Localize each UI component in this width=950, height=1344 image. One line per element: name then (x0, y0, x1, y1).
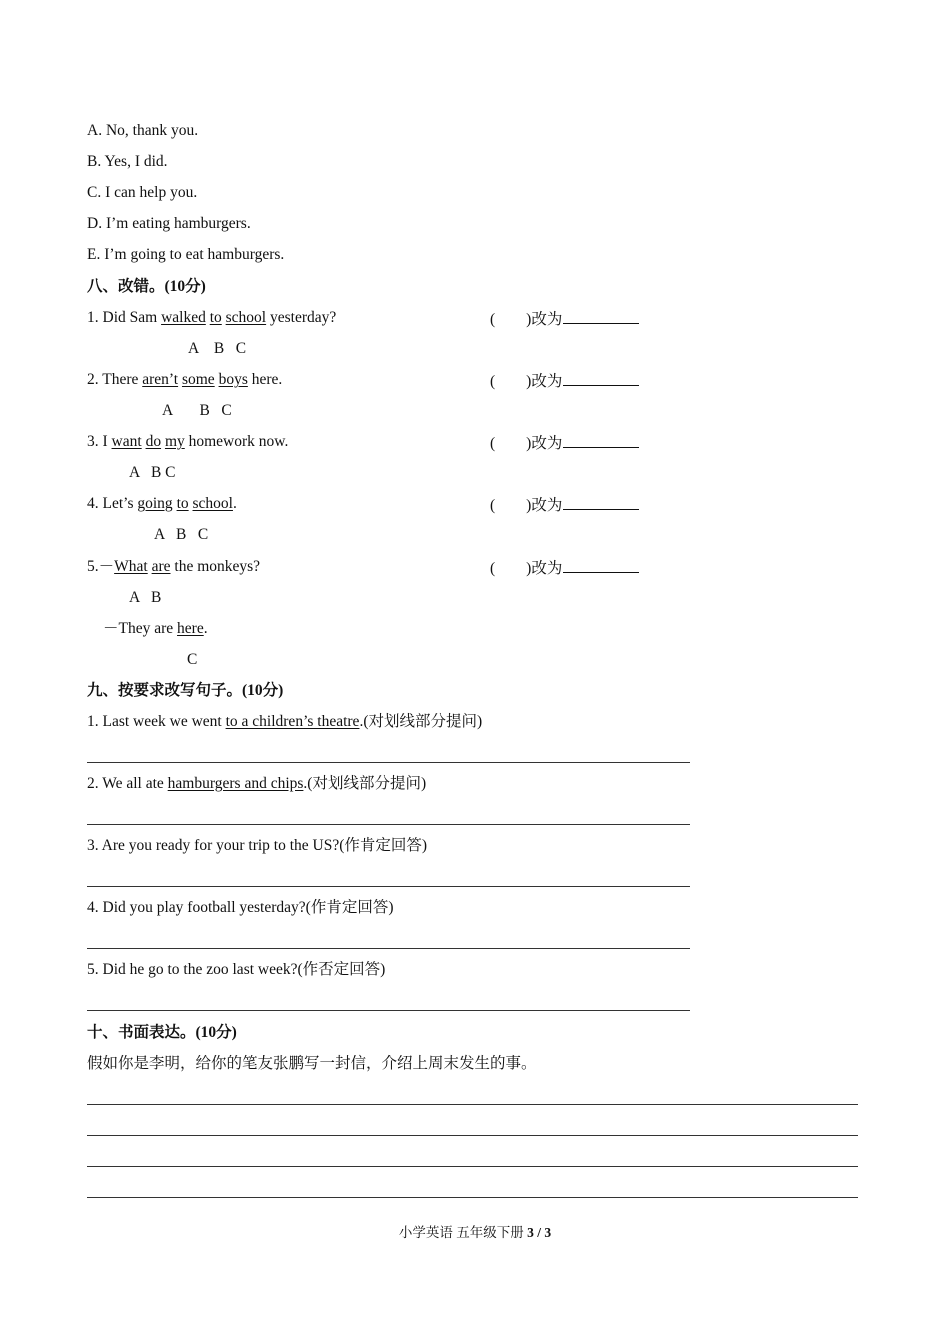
option-c-word: school (225, 309, 267, 326)
s9-question-3: 3. Are you ready for your trip to the US?(作肯定回答) (87, 837, 428, 854)
writing-line-4[interactable] (87, 1197, 858, 1198)
option-c-word: boys (218, 371, 248, 388)
q-text: . (203, 620, 208, 637)
option-a-word: aren’t (142, 371, 179, 388)
s8-answer-1[interactable] (490, 308, 639, 330)
q-text: yesterday? (266, 309, 337, 326)
s9-question-1 (87, 712, 482, 732)
option-b-word: are (151, 558, 171, 575)
q-text: here. (247, 371, 283, 388)
answer-blank[interactable] (563, 557, 639, 573)
s8-question-3 (87, 432, 288, 452)
q-text: －They are (103, 620, 178, 637)
option-b-word: do (145, 433, 162, 450)
s8-question-1 (87, 308, 336, 328)
s8-answer-4[interactable] (490, 494, 639, 516)
paren-label: ( )改为 (490, 435, 563, 452)
option-b-word: to (176, 495, 189, 512)
option-e: E. I’m going to eat hamburgers. (87, 246, 285, 263)
answer-blank[interactable] (563, 308, 639, 324)
q-text: .(对划线部分提问) (359, 713, 483, 730)
answer-blank[interactable] (563, 494, 639, 510)
writing-line-2[interactable] (87, 1135, 858, 1136)
s9-question-2 (87, 774, 426, 794)
option-a-word: going (137, 495, 173, 512)
s9-question-4: 4. Did you play football yesterday?(作肯定回答) (87, 899, 394, 916)
option-c-word: my (164, 433, 185, 450)
s8-question-2 (87, 370, 282, 390)
paren-label: ( )改为 (490, 560, 563, 577)
option-a-word: What (114, 558, 148, 575)
paren-label: ( )改为 (490, 311, 563, 328)
q-text: .(对划线部分提问) (303, 775, 427, 792)
option-c-word: here (177, 620, 204, 637)
q-text: the monkeys? (170, 558, 261, 575)
q-text: 2. There (87, 371, 143, 388)
q-text: homework now. (184, 433, 289, 450)
s8-answer-3[interactable] (490, 432, 639, 454)
option-b: B. Yes, I did. (87, 153, 168, 170)
page-number: 3 / 3 (527, 1225, 552, 1240)
s9-question-5: 5. Did he go to the zoo last week?(作否定回答) (87, 961, 386, 978)
page-footer (0, 1224, 950, 1242)
footer-text: 小学英语 五年级下册 (398, 1225, 528, 1240)
writing-line-1[interactable] (87, 1104, 858, 1105)
s8-letters-5: A B (129, 589, 162, 606)
option-a-word: want (111, 433, 142, 450)
writing-line-3[interactable] (87, 1166, 858, 1167)
option-d: D. I’m eating hamburgers. (87, 215, 251, 232)
s8-question-5-reply (103, 619, 208, 639)
paren-label: ( )改为 (490, 497, 563, 514)
s8-letters-2: A B C (162, 402, 232, 419)
option-c-word: school (192, 495, 233, 512)
paren-label: ( )改为 (490, 373, 563, 390)
s9-answer-line-1[interactable] (87, 762, 690, 763)
answer-blank[interactable] (563, 432, 639, 448)
section-8-heading: 八、改错。(10分) (87, 278, 206, 295)
s8-answer-2[interactable] (490, 370, 639, 392)
option-b-word: some (181, 371, 215, 388)
s9-answer-line-3[interactable] (87, 886, 690, 887)
underlined-part: hamburgers and chips (167, 775, 304, 792)
underlined-part: to a children’s theatre (225, 713, 360, 730)
option-a: A. No, thank you. (87, 122, 199, 139)
q-text: 5.－ (87, 558, 115, 575)
option-b-word: to (209, 309, 222, 326)
q-text: 1. Did Sam (87, 309, 162, 326)
section-10-heading: 十、书面表达。(10分) (87, 1024, 237, 1041)
section-10-prompt: 假如你是李明，给你的笔友张鹏写一封信，介绍上周末发生的事。 (87, 1055, 537, 1072)
q-text: 4. Let’s (87, 495, 138, 512)
section-9-heading: 九、按要求改写句子。(10分) (87, 682, 284, 699)
option-a-word: walked (161, 309, 206, 326)
s8-answer-5[interactable] (490, 557, 639, 579)
s8-question-4 (87, 494, 237, 514)
s8-letters-1: A B C (188, 340, 247, 357)
s9-answer-line-2[interactable] (87, 824, 690, 825)
s8-question-5 (87, 557, 260, 577)
q-text: . (232, 495, 237, 512)
answer-blank[interactable] (563, 370, 639, 386)
q-text: 1. Last week we went (87, 713, 226, 730)
s8-letters-5c: C (187, 651, 198, 668)
s8-letters-3: A B C (129, 464, 176, 481)
q-text: 3. I (87, 433, 112, 450)
s9-answer-line-5[interactable] (87, 1010, 690, 1011)
q-text: 2. We all ate (87, 775, 168, 792)
option-c: C. I can help you. (87, 184, 198, 201)
s8-letters-4: A B C (154, 526, 209, 543)
s9-answer-line-4[interactable] (87, 948, 690, 949)
